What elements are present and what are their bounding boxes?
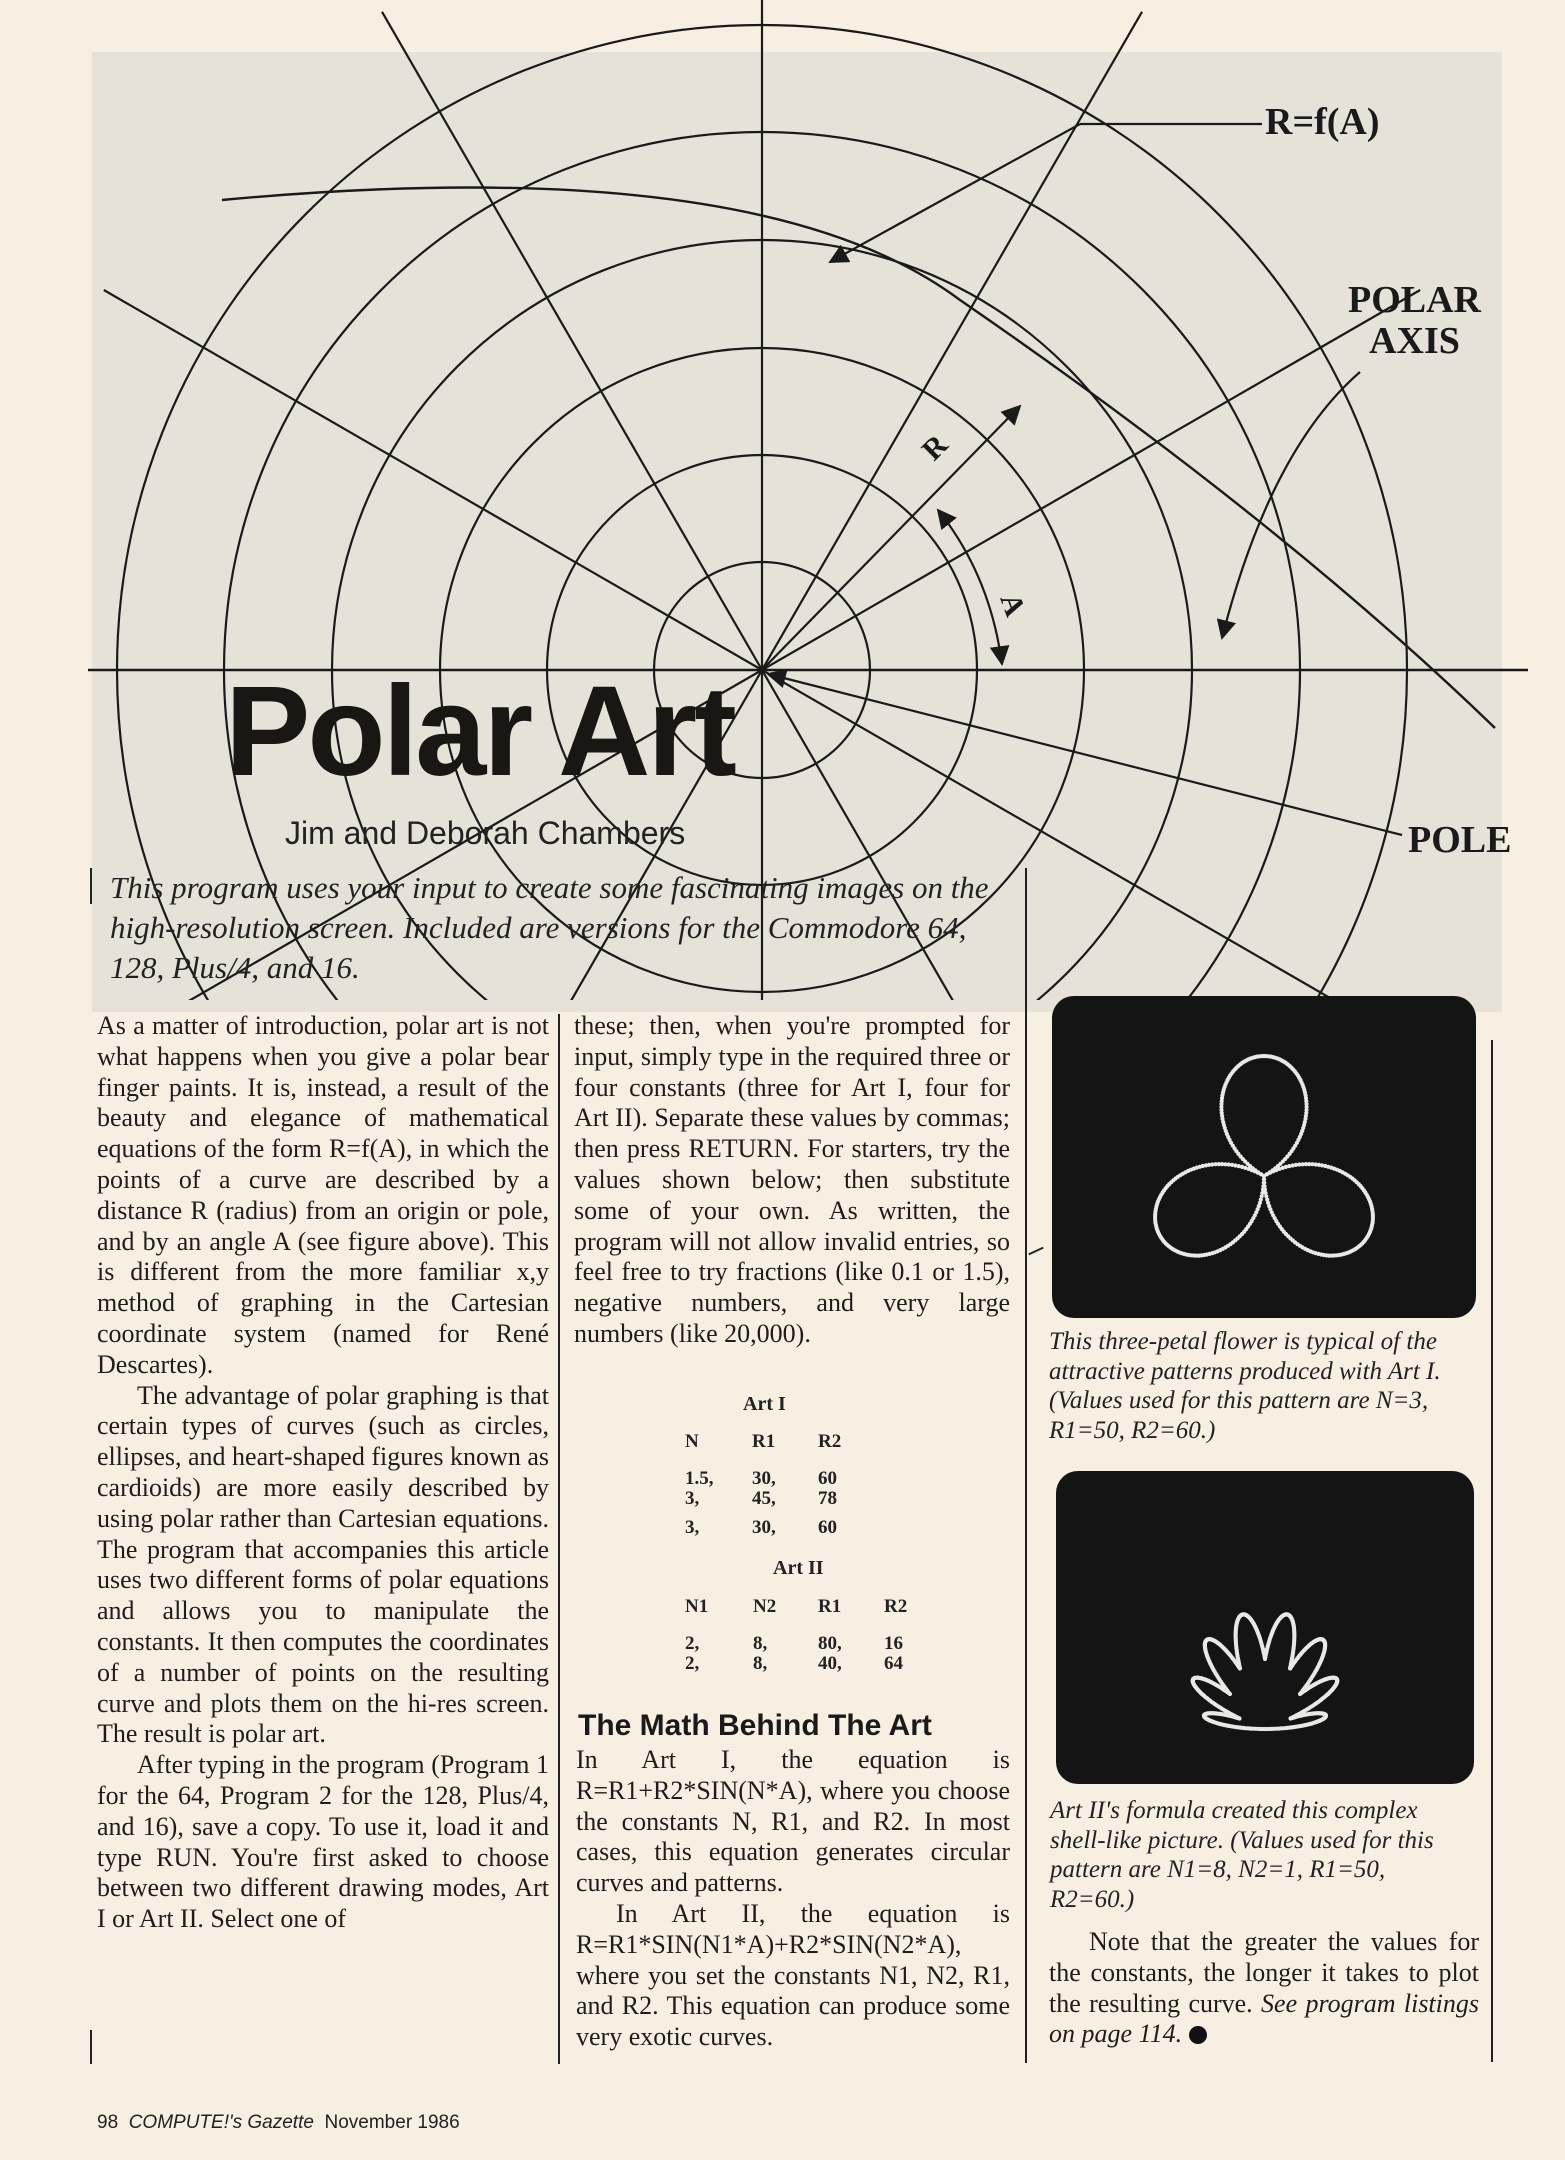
polar-axis-label-line1: POLAR	[1348, 279, 1481, 321]
table-art2-header-n1: N1	[685, 1596, 709, 1617]
polar-axis-label	[1348, 280, 1481, 362]
table-cell: 40,	[818, 1653, 842, 1674]
function-label-arrow	[830, 124, 1080, 262]
table-art2-title: Art II	[773, 1557, 824, 1579]
body-column-2-continued	[576, 1745, 1010, 2053]
table-cell: 16	[884, 1633, 903, 1654]
program-listings-reference: See program listings on page 114.	[1049, 1988, 1479, 2049]
pole-label: POLE	[1408, 819, 1512, 861]
column-rule-left-bottom	[90, 2030, 92, 2064]
table-art2-header-r2: R2	[884, 1596, 908, 1617]
table-cell: 30,	[752, 1517, 776, 1538]
table-cell: 3,	[685, 1488, 700, 1509]
article-intro: This program uses your input to create some fascinating images on the high-resolution screen. Included are versions for the Commodore 64, 128, Plus/4, and 16.	[110, 870, 989, 985]
body-column-2	[574, 1011, 1010, 1350]
angle-label: A	[993, 589, 1032, 621]
magazine-name: COMPUTE!'s Gazette	[128, 2112, 314, 2133]
body-paragraph	[1049, 1927, 1479, 2050]
table-cell: 8,	[753, 1653, 768, 1674]
figure-caption-2: Art II's formula created this complex shell-like picture. (Values used for this pattern are N1=8, N2=1, R1=50, R2=60.)	[1050, 1797, 1434, 1913]
table-cell: 60	[818, 1468, 837, 1489]
table-cell: 1.5,	[685, 1468, 714, 1489]
table-cell: 45,	[752, 1488, 776, 1509]
figure-leader-tick	[1028, 1247, 1043, 1256]
page-number: 98	[97, 2112, 119, 2133]
body-paragraph: After typing in the program (Program 1 for the 64, Program 2 for the 128, Plus/4, and 16), save a copy. To use it, load it and type RUN. You're first asked to choose between two different drawing modes, Art I or Art II. Select one of	[97, 1750, 549, 1934]
table-art1-title: Art I	[743, 1393, 786, 1415]
section-heading: The Math Behind The Art	[578, 1709, 932, 1742]
body-column-3	[1049, 1927, 1479, 2050]
article-title: Polar Art	[225, 660, 734, 803]
table-art2-header-r1: R1	[818, 1596, 842, 1617]
table-art1-header-r2: R2	[818, 1431, 842, 1452]
table-cell: 3,	[685, 1517, 700, 1538]
table-cell: 30,	[752, 1468, 776, 1489]
intro-rule-left	[90, 868, 92, 904]
pole-label-arrow	[768, 674, 1402, 835]
table-cell: 2,	[685, 1633, 700, 1654]
body-column-1	[97, 1011, 549, 1935]
figure-caption-1: This three-petal flower is typical of the attractive patterns produced with Art I. (Values used for this pattern are N=3, R1=50, R2=60.)	[1049, 1328, 1441, 1444]
table-art1-header-r1: R1	[752, 1431, 776, 1452]
polar-coordinate-diagram	[0, 0, 1565, 1000]
body-paragraph: As a matter of introduction, polar art is not what happens when you give a polar bear finger paints. It is, instead, a result of the beauty and elegance of mathematical equations of the form R=f(A), in which the points of a curve are described by a distance R (radius) from an origin or pole, and by an angle A (see figure above). This is different from the more familiar x,y method of graphing in the Cartesian coordinate system (named for René Descartes).	[97, 1011, 549, 1379]
body-paragraph: these; then, when you're prompted for input, simply type in the required three or four constants (three for Art I, four for Art II). Separate these values by commas; then press RETURN. For starters, try the values shown below; then substitute some of your own. As written, the program will not allow invalid entries, so feel free to try fractions (like 0.1 or 1.5), negative numbers, and very large numbers (like 20,000).	[574, 1011, 1010, 1348]
body-paragraph: In Art II, the equation is R=R1*SIN(N1*A)+R2*SIN(N2*A), where you set the constants N1, N2, R1, and R2. This equation can produce some very exotic curves.	[576, 1898, 1010, 2052]
shell-dot	[1261, 1727, 1265, 1731]
flower-dot	[1260, 1054, 1264, 1058]
polar-axis-label-arrow	[1222, 372, 1360, 638]
table-art1-header-n: N	[685, 1431, 699, 1452]
polar-axis-label-line2: AXIS	[1369, 320, 1460, 362]
table-cell: 2,	[685, 1653, 700, 1674]
table-cell: 78	[818, 1488, 837, 1509]
radius-label: R	[915, 428, 955, 467]
article-byline: Jim and Deborah Chambers	[285, 815, 686, 851]
shell-pattern-screen	[1056, 1471, 1474, 1784]
closing-text: Note that the greater the values for the constants, the longer it takes to plot the resulting curve.	[1049, 1927, 1479, 2018]
body-paragraph: In Art I, the equation is R=R1+R2*SIN(N*A), where you choose the constants N, R1, and R2. In most cases, this equation generates circular curves and patterns.	[576, 1745, 1010, 1898]
compute-logo-icon	[1189, 2026, 1207, 2044]
angle-arrow	[938, 510, 1002, 664]
column-rule-3-right	[1491, 1040, 1493, 2062]
function-curve	[222, 188, 1495, 729]
column-rule-right	[1025, 868, 1027, 2063]
column-rule-1	[558, 1014, 560, 2064]
table-cell: 60	[818, 1517, 837, 1538]
table-cell: 64	[884, 1653, 903, 1674]
three-petal-flower-image	[1052, 996, 1476, 1318]
page-footer	[97, 2112, 460, 2134]
table-cell: 8,	[753, 1633, 768, 1654]
shell-pattern-image	[1056, 1471, 1474, 1784]
issue-date: November 1986	[324, 2112, 460, 2133]
function-label: R=f(A)	[1265, 101, 1380, 143]
body-paragraph: The advantage of polar graphing is that certain types of curves (such as circles, ellipses, and heart-shaped figures known as cardioids) are more easily described by using polar rather than Cartesian equations. The program that accompanies this article uses two different forms of polar equations and allows you to manipulate the constants. It then computes the coordinates of a number of points on the resulting curve and plots them on the hi-res screen. The result is polar art.	[97, 1380, 549, 1749]
table-cell: 80,	[818, 1633, 842, 1654]
table-art2-header-n2: N2	[753, 1596, 777, 1617]
three-petal-flower-screen	[1052, 996, 1476, 1318]
